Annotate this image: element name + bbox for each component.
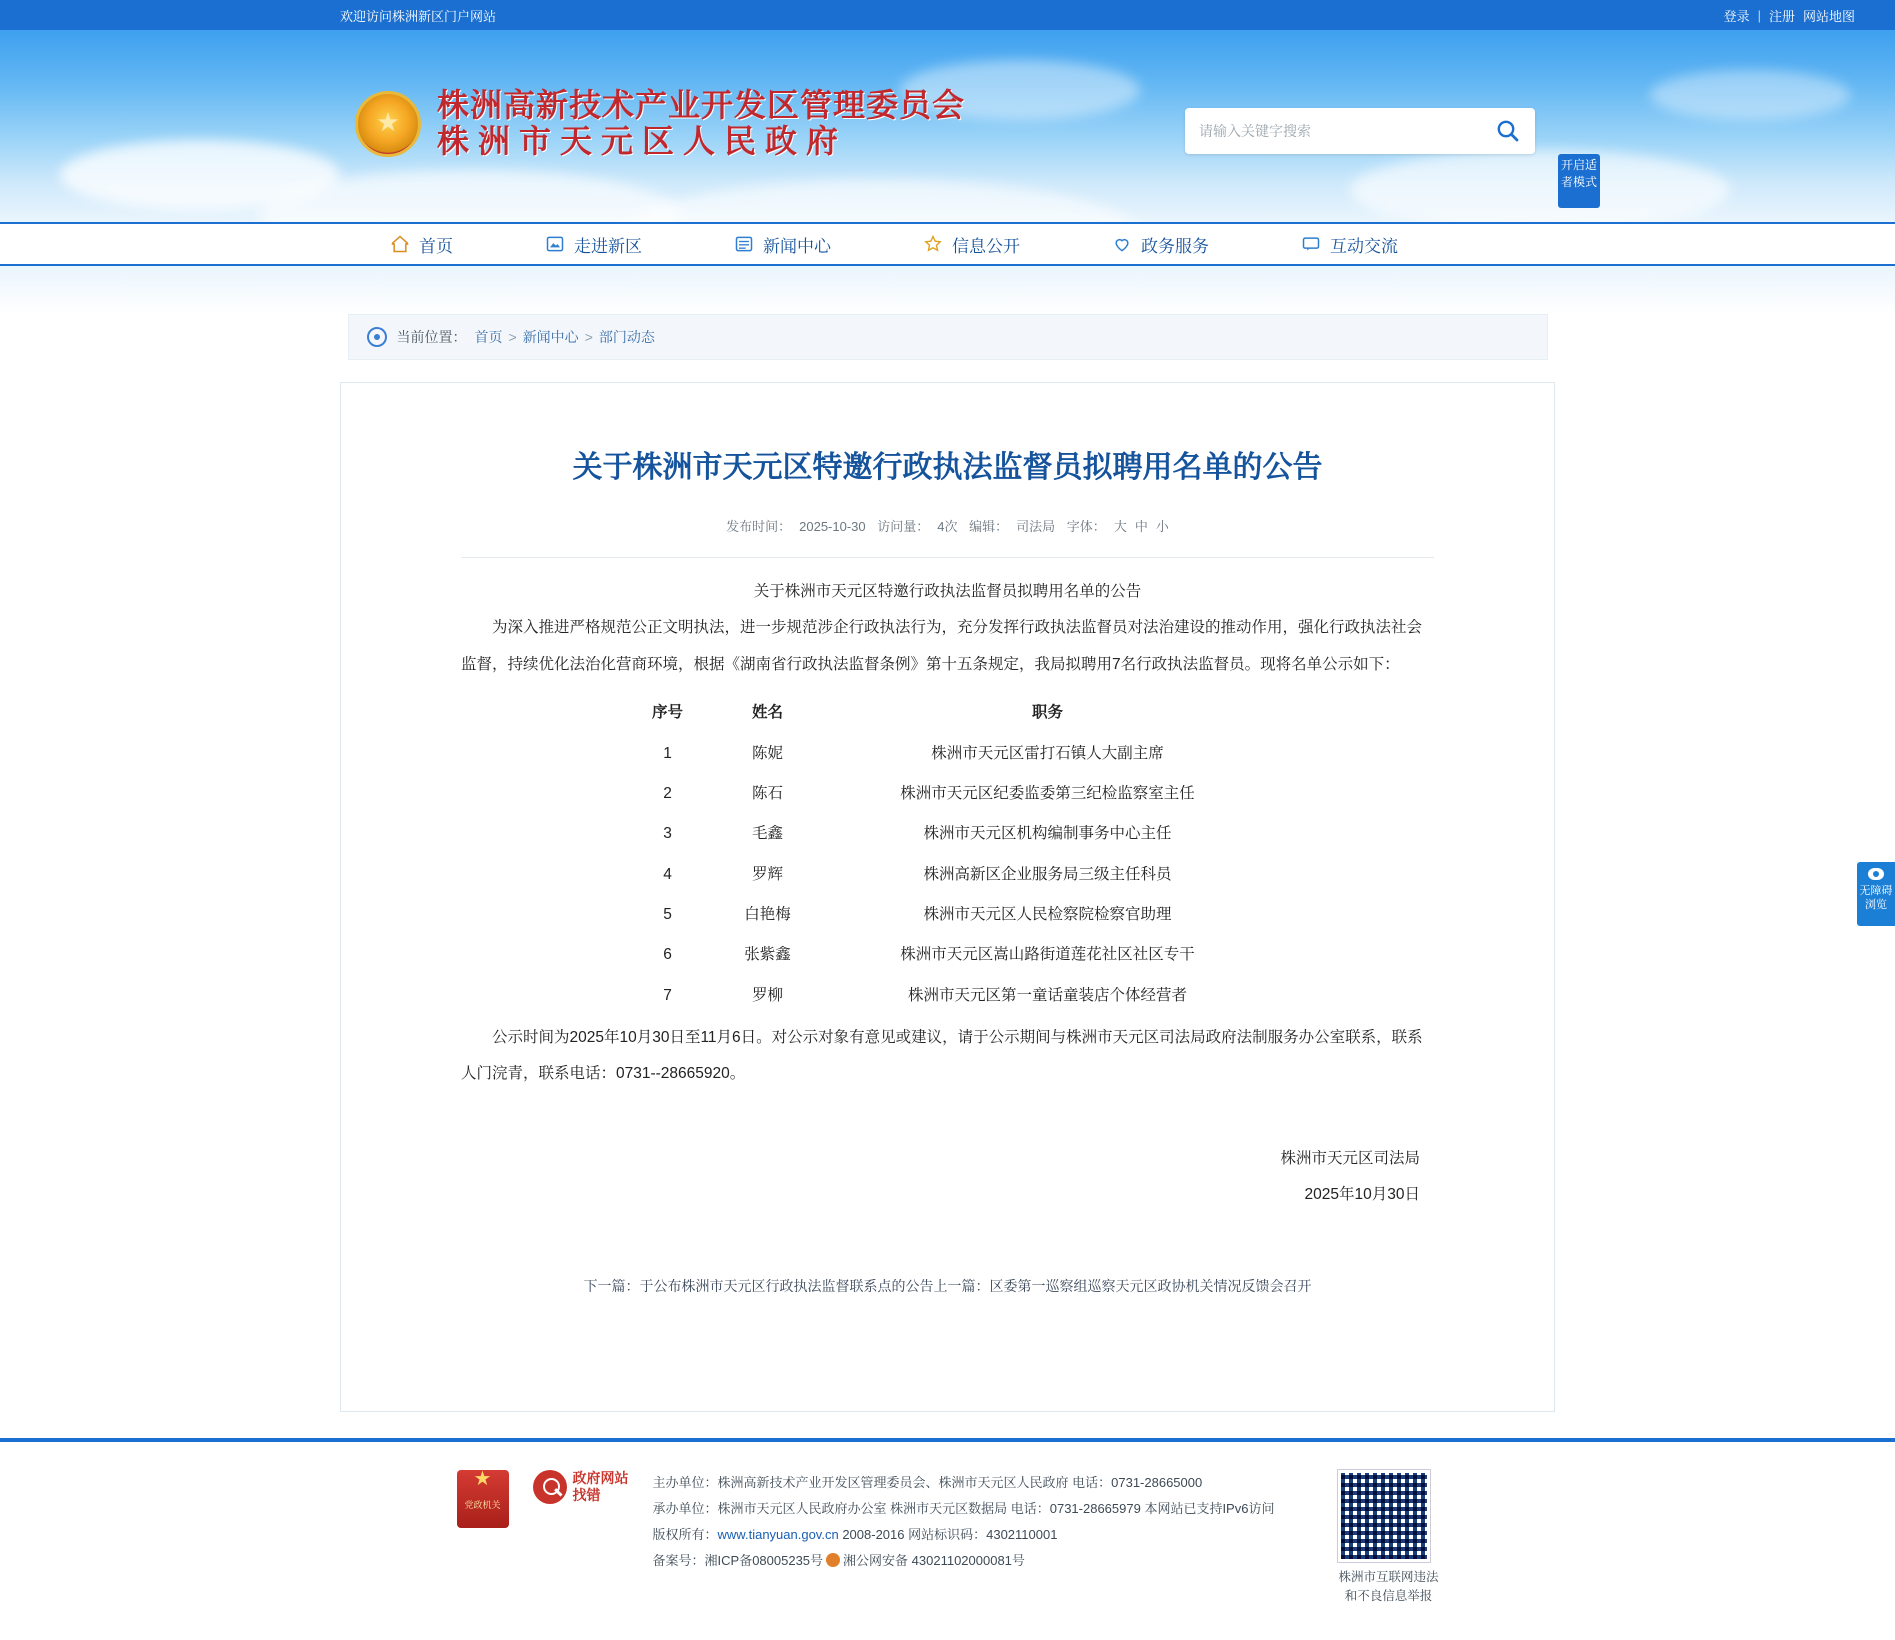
cell-name: 罗辉 [751, 865, 783, 883]
link-separator: | [1757, 7, 1761, 23]
cloud-decoration [1650, 70, 1850, 120]
cell-position: 株洲市天元区雷打石镇人大副主席 [931, 744, 1164, 762]
cell-index: 7 [663, 986, 672, 1004]
site-banner [0, 30, 1895, 222]
nav-label: 新闻中心 [763, 236, 831, 256]
column-header-index: 序号 [651, 704, 683, 722]
report-qr-block [1338, 1470, 1438, 1606]
gov-badge-line2: 找错 [572, 1487, 601, 1503]
fontsize-large-button[interactable]: 大 [1113, 519, 1127, 534]
footer-line-record [653, 1548, 1275, 1574]
publish-label: 发布时间： [726, 519, 792, 534]
article-meta [461, 516, 1434, 558]
column-header-position: 职务 [1031, 704, 1063, 722]
cell-name: 白艳梅 [744, 905, 791, 923]
cell-position: 株洲市天元区第一童话童装店个体经营者 [907, 986, 1187, 1004]
breadcrumb-label: 当前位置： [396, 329, 467, 345]
article-signature [461, 1141, 1434, 1212]
site-footer [0, 1438, 1895, 1640]
login-link[interactable]: 登录 [1723, 8, 1750, 24]
nav-label: 走进新区 [574, 236, 642, 256]
footer-line-operator: 承办单位：株洲市天元区人民政府办公室 株洲市天元区数据局 电话：0731-28665979 本网站已支持IPv6访问 [652, 1501, 1275, 1516]
nav-item-services[interactable] [1112, 232, 1209, 257]
gov-website-report-badge[interactable] [533, 1470, 629, 1504]
top-utility-bar [0, 0, 1895, 30]
column-header-name: 姓名 [751, 704, 783, 722]
article-body [461, 574, 1434, 1093]
nav-item-disclosure[interactable] [923, 232, 1020, 257]
national-emblem-icon [355, 91, 421, 157]
cloud-decoration [1350, 150, 1730, 222]
table-row [628, 855, 1268, 895]
site-title [437, 88, 965, 160]
star-icon [923, 234, 943, 254]
nav-label: 政务服务 [1141, 236, 1209, 256]
nav-gradient-strip [0, 266, 1895, 314]
next-article-link[interactable]: 区委第一巡察组巡察天元区政协机关情况反馈会召开 [989, 1278, 1312, 1295]
search-button[interactable] [1481, 108, 1535, 154]
chat-icon [1301, 234, 1321, 254]
sitemap-link[interactable]: 网站地图 [1802, 8, 1855, 24]
copyright-suffix: 2008-2016 网站标识码：4302110001 [842, 1527, 1058, 1542]
page-content-area [0, 360, 1895, 1412]
site-title-line1: 株洲高新技术产业开发区管理委员会 [437, 86, 966, 124]
nav-item-news[interactable] [734, 232, 831, 257]
party-gov-badge: ★ 党政机关 [457, 1470, 509, 1528]
search-input[interactable] [1185, 108, 1481, 154]
breadcrumb-item-current[interactable]: 部门动态 [598, 329, 655, 345]
signature-date: 2025年10月30日 [1304, 1185, 1420, 1203]
register-link[interactable]: 注册 [1768, 8, 1795, 24]
copyright-prefix: 版权所有： [652, 1527, 718, 1542]
search-box[interactable] [1185, 108, 1535, 154]
cell-name: 张紫鑫 [744, 946, 791, 964]
views-count: 4次 [937, 519, 958, 534]
police-badge-icon [826, 1553, 840, 1567]
breadcrumb [348, 314, 1548, 360]
record-prefix: 备案号： [652, 1553, 705, 1568]
accessibility-button[interactable] [1857, 862, 1895, 926]
cell-position: 株洲市天元区纪委监委第三纪检监察室主任 [900, 784, 1195, 802]
cell-position: 株洲市天元区嵩山路街道莲花社区社区专干 [900, 946, 1195, 964]
table-header-row [628, 693, 1268, 733]
site-title-line2: 株洲市天元区人民政府 [437, 121, 848, 160]
nav-label: 首页 [419, 236, 453, 256]
table-row [628, 734, 1268, 774]
publish-date: 2025-10-30 [799, 519, 866, 534]
qr-caption-line1: 株洲市互联网违法 [1338, 1570, 1439, 1584]
cell-index: 2 [663, 784, 672, 802]
editor-label: 编辑： [969, 519, 1009, 534]
cell-name: 毛鑫 [751, 825, 783, 843]
article-paragraph-2: 公示时间为2025年10月30日至11月6日。对公示对象有意见或建议，请于公示期间与株洲市天元区司法局政府法制服务办公室联系，联系人门浣青，联系电话：0731--28665920。 [461, 1029, 1423, 1083]
nav-item-interaction[interactable] [1301, 232, 1398, 257]
nav-label: 信息公开 [952, 236, 1020, 256]
gov-badge-text [573, 1470, 629, 1504]
next-article-label: 上一篇： [933, 1278, 990, 1295]
home-icon [390, 234, 410, 254]
eye-icon [1868, 868, 1884, 880]
table-row [628, 895, 1268, 935]
cell-name: 陈石 [751, 784, 783, 802]
police-record-link[interactable]: 湘公网安备 43021102000081号 [843, 1553, 1025, 1568]
cell-name: 陈妮 [751, 744, 783, 762]
breadcrumb-separator: > [508, 329, 517, 345]
fontsize-small-button[interactable]: 小 [1155, 519, 1169, 534]
heart-icon [1112, 234, 1132, 254]
breadcrumb-item-news[interactable]: 新闻中心 [522, 329, 579, 345]
cell-index: 4 [663, 865, 672, 883]
appointee-table [628, 693, 1268, 1016]
article-container [340, 382, 1555, 1412]
cell-index: 1 [663, 744, 672, 762]
fontsize-medium-button[interactable]: 中 [1134, 519, 1148, 534]
article-title: 关于株洲市天元区特邀行政执法监督员拟聘用名单的公告 [572, 450, 1323, 485]
table-row [628, 935, 1268, 975]
nav-label: 互动交流 [1330, 236, 1398, 256]
qr-caption-line2: 和不良信息举报 [1344, 1589, 1433, 1603]
nav-item-about[interactable] [545, 232, 642, 257]
search-icon [1495, 118, 1521, 144]
elder-mode-button[interactable]: 开启适者模式 [1558, 154, 1600, 208]
site-domain-link[interactable]: www.tianyuan.gov.cn [717, 1527, 839, 1542]
footer-info [653, 1470, 1275, 1574]
gov-badge-line1: 政府网站 [572, 1470, 629, 1486]
top-links [1724, 6, 1855, 25]
table-row [628, 774, 1268, 814]
welcome-text: 欢迎访问株洲新区门户网站 [340, 8, 497, 24]
footer-line-host: 主办单位：株洲高新技术产业开发区管理委员会、株洲市天元区人民政府 电话：0731-28665000 [652, 1475, 1203, 1490]
article-subtitle: 关于株洲市天元区特邀行政执法监督员拟聘用名单的公告 [753, 583, 1142, 600]
breadcrumb-item-home[interactable]: 首页 [474, 329, 503, 345]
fontsize-label: 字体： [1066, 519, 1106, 534]
cell-position: 株洲市天元区机构编制事务中心主任 [923, 825, 1172, 843]
cell-index: 6 [663, 946, 672, 964]
cell-index: 3 [663, 825, 672, 843]
article-navigation [461, 1276, 1434, 1296]
cell-position: 株洲市天元区人民检察院检察官助理 [923, 905, 1172, 923]
qr-caption [1338, 1568, 1438, 1606]
cell-index: 5 [663, 905, 672, 923]
table-row [628, 976, 1268, 1016]
cloud-decoration [620, 180, 1140, 222]
cell-position: 株洲高新区企业服务局三级主任科员 [923, 865, 1172, 883]
qr-code-image [1338, 1470, 1430, 1562]
accessibility-label: 无障碍浏览 [1859, 885, 1893, 911]
views-label: 访问量： [877, 519, 930, 534]
breadcrumb-separator: > [584, 329, 593, 345]
table-row [628, 814, 1268, 854]
main-navigation [0, 222, 1895, 266]
news-icon [734, 234, 754, 254]
footer-line-copyright [653, 1522, 1275, 1548]
article-paragraph-1: 为深入推进严格规范公正文明执法，进一步规范涉企行政执法行为，充分发挥行政执法监督员对法治建设的推动作用，强化行政执法社会监督，持续优化法治化营商环境，根据《湖南省行政执法监督条例》第十五条规定，我局拟聘用7名行政执法监督员。现将名单公示如下： [461, 619, 1423, 673]
prev-article-label: 下一篇： [583, 1278, 640, 1295]
editor-name: 司法局 [1016, 519, 1056, 534]
site-logo[interactable] [355, 88, 965, 160]
signature-organization: 株洲市天元区司法局 [1280, 1149, 1420, 1167]
location-pin-icon [367, 327, 387, 347]
cell-name: 罗柳 [751, 986, 783, 1004]
compass-icon [545, 234, 565, 254]
prev-article-link[interactable]: 于公布株洲市天元区行政执法监督联系点的公告 [639, 1278, 934, 1295]
nav-item-home[interactable] [390, 232, 453, 257]
icp-record-link[interactable]: 湘ICP备08005235号 [704, 1553, 824, 1568]
magnifier-icon [533, 1470, 567, 1504]
